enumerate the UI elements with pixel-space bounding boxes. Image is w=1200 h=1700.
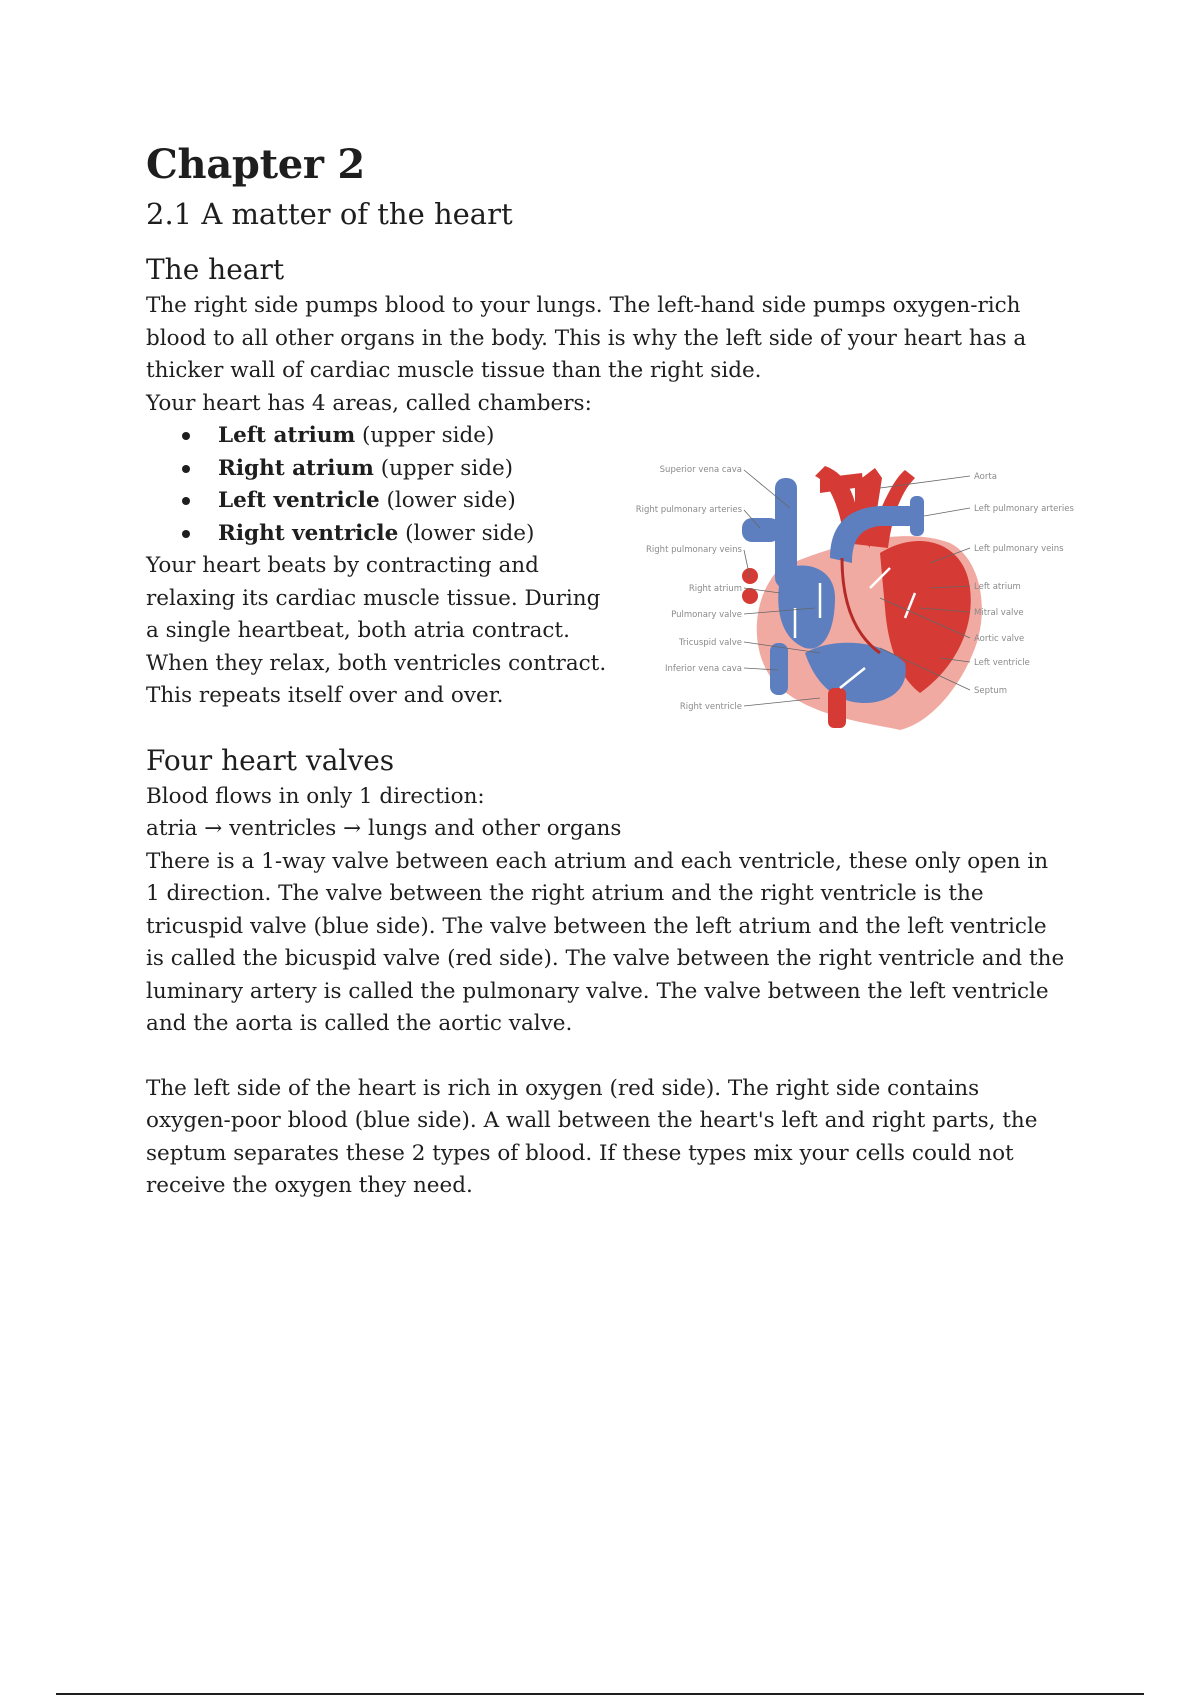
label-superior-vena-cava: Superior vena cava (659, 465, 742, 476)
list-item: Right ventricle (lower side) (182, 518, 1066, 551)
heartbeat-paragraph: Your heart beats by contracting and relaxing its cardiac muscle tissue. During a single heartbeat, both atria contract. When they relax, both ventricles contract. This repeats itself over and over. (146, 553, 607, 709)
label-right-ventricle: Right ventricle (679, 702, 742, 713)
valves-line-1: Blood flows in only 1 direction: (146, 783, 485, 809)
valves-body: There is a 1-way valve between each atrium and each ventricle, these only open in 1 direction. The valve between the right atrium and the right ventricle is the tricuspid valve (blue side). The valve between the left atrium and the left ventricle is called the bicuspid valve (red side). The valve between the right ventricle and the luminary artery is called the pulmonary valve. The valve between the left ventricle and the aorta is called the aortic valve. (146, 848, 1065, 1037)
list-item: Right atrium (upper side) (182, 453, 1066, 486)
label-left-ventricle: Left ventricle (974, 658, 1030, 669)
heart-diagram (630, 448, 1090, 738)
document-page (146, 140, 1074, 1203)
valves-heading: Four heart valves (146, 743, 395, 777)
bullet-icon (182, 465, 190, 473)
heart-heading: The heart (146, 252, 285, 286)
paragraph-spacer (146, 1041, 1066, 1073)
label-inferior-vena-cava: Inferior vena cava (664, 664, 742, 675)
label-septum: Septum (974, 686, 1008, 697)
chapter-title: Chapter 2 (146, 141, 365, 188)
chambers-and-figure (146, 420, 1074, 713)
label-right-pulmonary-veins: Right pulmonary veins (646, 545, 742, 556)
label-tricuspid-valve: Tricuspid valve (678, 638, 742, 649)
section-title: 2.1 A matter of the heart (146, 197, 513, 231)
valves-line-2: atria → ventricles → lungs and other organs (146, 816, 622, 842)
chambers-intro: Your heart has 4 areas, called chambers: (146, 390, 592, 416)
bullet-icon (182, 497, 190, 505)
label-right-pulmonary-arteries: Right pulmonary arteries (635, 505, 742, 516)
label-left-atrium: Left atrium (974, 582, 1021, 593)
label-aorta: Aorta (974, 472, 997, 483)
list-item: Left ventricle (lower side) (182, 485, 1066, 518)
label-right-atrium: Right atrium (688, 584, 742, 595)
label-mitral-valve: Mitral valve (974, 608, 1024, 619)
label-aortic-valve: Aortic valve (974, 634, 1025, 645)
bullet-icon (182, 530, 190, 538)
heart-intro: The right side pumps blood to your lungs. The left-hand side pumps oxygen-rich blood to all other organs in the body. This is why the left side of your heart has a thicker wall of cardiac muscle tissue than the right side. (146, 293, 1027, 384)
oxygen-paragraph: The left side of the heart is rich in oxygen (red side). The right side contains oxygen-poor blood (blue side). A wall between the heart's left and right parts, the septum separates these 2 types of blood. If these types mix your cells could not receive the oxygen they need. (146, 1075, 1038, 1199)
label-left-pulmonary-veins: Left pulmonary veins (974, 544, 1064, 555)
heart-illustration (630, 448, 1090, 738)
footer-rule (56, 1693, 1144, 1695)
list-item: Left atrium (upper side) (182, 420, 1066, 453)
label-pulmonary-valve: Pulmonary valve (671, 610, 742, 621)
bullet-icon (182, 432, 190, 440)
label-left-pulmonary-arteries: Left pulmonary arteries (974, 504, 1074, 515)
